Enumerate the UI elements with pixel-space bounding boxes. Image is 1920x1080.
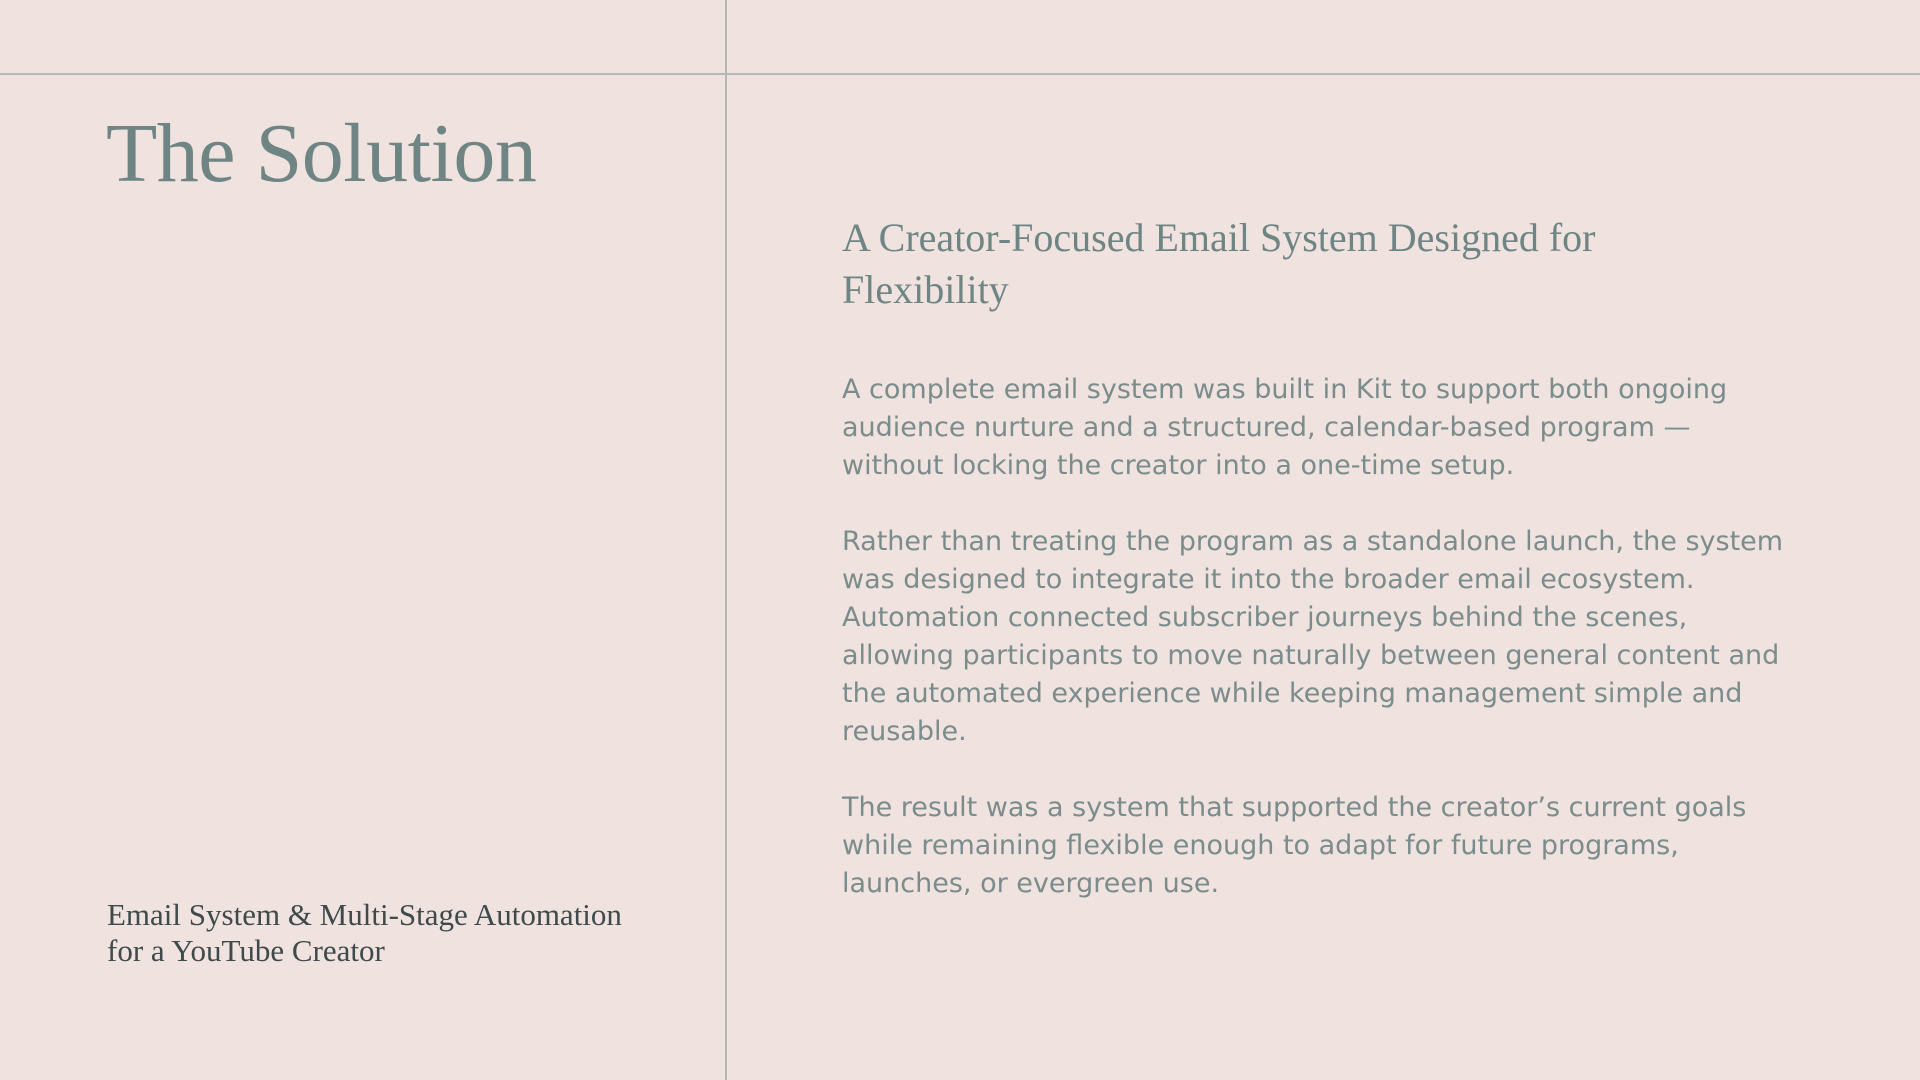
caption-line-1: Email System & Multi-Stage Automation — [107, 897, 622, 932]
paragraph-line: Automation connected subscriber journeys behind the scenes, — [842, 602, 1688, 633]
paragraph-line: A complete email system was built in Kit to support both ongoing — [842, 374, 1728, 405]
paragraph-line: allowing participants to move naturally between general content and — [842, 640, 1780, 671]
paragraph-line: reusable. — [842, 716, 967, 747]
horizontal-divider — [0, 73, 1920, 75]
page-title: The Solution — [106, 107, 537, 200]
vertical-divider — [725, 0, 727, 1080]
paragraph-3 — [842, 789, 1802, 903]
paragraph-line: The result was a system that supported the creator’s current goals — [842, 792, 1747, 823]
paragraph-line: the automated experience while keeping management simple and — [842, 678, 1743, 709]
paragraph-1 — [842, 371, 1802, 485]
paragraph-line: Rather than treating the program as a standalone launch, the system — [842, 526, 1784, 557]
caption-line-2: for a YouTube Creator — [107, 933, 385, 968]
paragraph-line: without locking the creator into a one-time setup. — [842, 450, 1515, 481]
project-caption — [107, 897, 707, 969]
paragraph-line: audience nurture and a structured, calendar-based program — — [842, 412, 1691, 443]
section-subheading — [842, 212, 1742, 316]
paragraph-2 — [842, 523, 1802, 751]
paragraph-line: was designed to integrate it into the broader email ecosystem. — [842, 564, 1695, 595]
paragraph-line: launches, or evergreen use. — [842, 868, 1220, 899]
subheading-line-2: Flexibility — [842, 267, 1009, 312]
subheading-line-1: A Creator-Focused Email System Designed for — [842, 215, 1596, 260]
paragraph-line: while remaining flexible enough to adapt for future programs, — [842, 830, 1679, 861]
body-text — [842, 371, 1802, 941]
